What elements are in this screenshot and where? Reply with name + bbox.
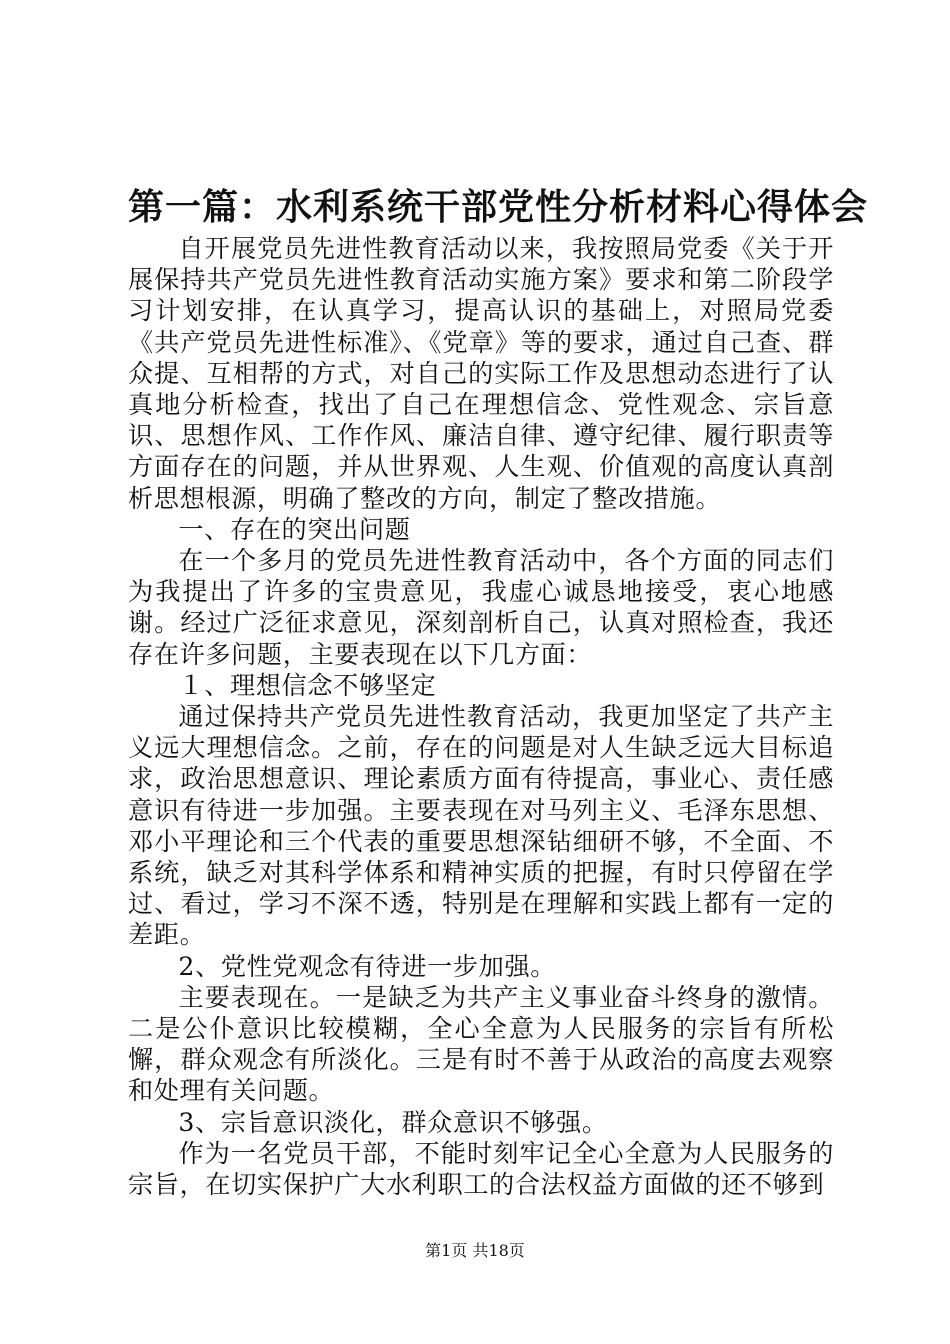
subheading-ideals: １、理想信念不够坚定 [178, 670, 437, 700]
paragraph-problems-overview: 在一个多月的党员先进性教育活动中，各个方面的同志们为我提出了许多的宝贵意见，我虚心诚恳地接受，衷心地感谢。经过广泛征求意见，深刻剖析自己，认真对照检查，我还存在许多问题，主要表现在以下几方面： [128, 546, 834, 669]
paragraph-intro: 自开展党员先进性教育活动以来，我按照局党委《关于开展保持共产党员先进性教育活动实施方案》要求和第二阶段学习计划安排，在认真学习，提高认识的基础上，对照局党委《共产党员先进性标准》、《党章》等的要求，通过自己查、群众提、互相帮的方式，对自己的实际工作及思想动态进行了认真地分析检查，找出了自己在理想信念、党性观念、宗旨意识、思想作风、工作作风、廉洁自律、遵守纪律、履行职责等方面存在的问题，并从世界观、人生观、价值观的高度认真剖析思想根源，明确了整改的方向，制定了整改措施。 [128, 234, 834, 513]
paragraph-purpose: 作为一名党员干部，不能时刻牢记全心全意为人民服务的宗旨，在切实保护广大水利职工的合法权益方面做的还不够到 [128, 1138, 834, 1200]
document-body [128, 233, 834, 1200]
section-heading-problems: 一、存在的突出问题 [178, 514, 411, 544]
document-title: 第一篇：水利系统干部党性分析材料心得体会 [128, 187, 869, 228]
page-footer: 第1页 共18页 [425, 1241, 525, 1260]
subheading-party-spirit: 2、党性党观念有待进一步加强。 [178, 951, 557, 981]
paragraph-party-spirit: 主要表现在。一是缺乏为共产主义事业奋斗终身的激情。二是公仆意识比较模糊，全心全意为人民服务的宗旨有所松懈，群众观念有所淡化。三是有时不善于从政治的高度去观察和处理有关问题。 [128, 982, 834, 1106]
subheading-purpose: 3、宗旨意识淡化，群众意识不够强。 [178, 1107, 608, 1137]
paragraph-ideals: 通过保持共产党员先进性教育活动，我更加坚定了共产主义远大理想信念。之前，存在的问题是对人生缺乏远大目标追求，政治思想意识、理论素质方面有待提高，事业心、责任感意识有待进一步加强。主要表现在对马列主义、毛泽东思想、邓小平理论和三个代表的重要思想深钻细研不够，不全面、不系统，缺乏对其科学体系和精神实质的把握，有时只停留在学过、看过，学习不深不透，特别是在理解和实践上都有一定的差距。 [128, 702, 834, 950]
